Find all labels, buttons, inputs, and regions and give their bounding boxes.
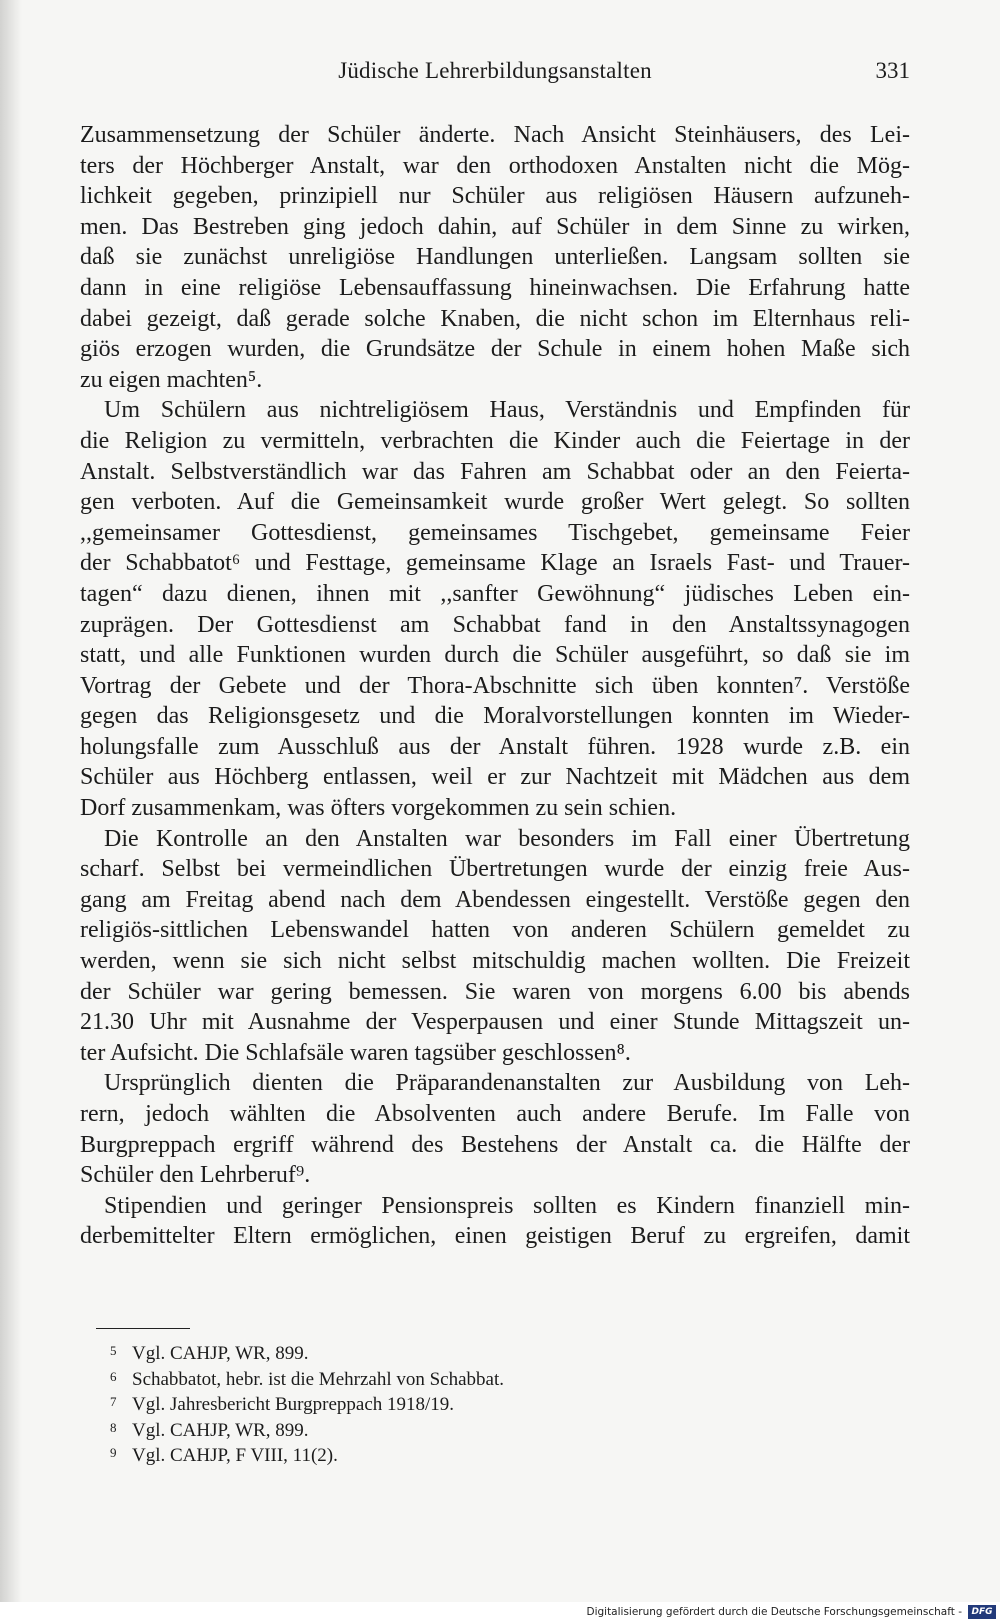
footnote-text: Vgl. CAHJP, WR, 899. (132, 1419, 309, 1441)
text-line: Schüler den Lehrberuf⁹. (80, 1162, 311, 1189)
page-number: 331 (875, 58, 910, 83)
text-line: derbemittelter Eltern ermöglichen, einen geistigen Beruf zu ergreifen, damit (80, 1223, 910, 1250)
page-edge-shadow (0, 0, 22, 1624)
text-line: dann in eine religiöse Lebensauffassung hineinwachsen. Die Erfahrung hatte (80, 274, 910, 301)
text-line: ters der Höchberger Anstalt, war den orthodoxen Anstalten nicht die Mög- (80, 152, 910, 179)
text-line: statt, und alle Funktionen wurden durch die Schüler ausgeführt, so daß sie im (80, 642, 910, 669)
footnote-number: 6 (110, 1368, 117, 1384)
text-line: tagen“ dazu dienen, ihnen mit ,,sanfter Gewöhnung“ jüdisches Leben ein- (80, 580, 910, 607)
footnote (110, 1338, 810, 1364)
text-line: Burgpreppach ergriff während des Bestehens der Anstalt ca. die Hälfte der (80, 1131, 910, 1158)
footnote-number: 7 (110, 1394, 117, 1410)
text-line: die Religion zu vermitteln, verbrachten die Kinder auch die Feiertage in der (80, 427, 910, 454)
text-line: daß sie zunächst unreligiöse Handlungen unterließen. Langsam sollten sie (80, 244, 910, 271)
footnotes (110, 1338, 810, 1466)
footnote-number: 9 (110, 1445, 117, 1461)
footnote (110, 1389, 810, 1415)
text-line: Zusammensetzung der Schüler änderte. Nach Ansicht Steinhäusers, des Lei- (80, 122, 910, 148)
footnote (110, 1415, 810, 1441)
text-line: der Schabbatot⁶ und Festtage, gemeinsame Klage an Israels Fast- und Trauer- (80, 550, 910, 577)
footnote (110, 1440, 810, 1466)
body-text (80, 120, 910, 1252)
text-line: Dorf zusammenkam, was öfters vorgekommen zu sein schien. (80, 795, 677, 822)
text-line: zu eigen machten⁵. (80, 366, 263, 393)
text-line: holungsfalle zum Ausschluß aus der Anstalt führen. 1928 wurde z.B. ein (80, 733, 910, 760)
text-line: Schüler aus Höchberg entlassen, weil er zur Nachtzeit mit Mädchen aus dem (80, 764, 910, 791)
text-line: ter Aufsicht. Die Schlafsäle waren tagsüber geschlossen⁸. (80, 1039, 631, 1066)
text-line: gang am Freitag abend nach dem Abendessen eingestellt. Verstöße gegen den (80, 886, 910, 913)
running-title: Jüdische Lehrerbildungsanstalten (338, 58, 652, 83)
text-line: dabei gezeigt, daß gerade solche Knaben, die nicht schon im Elternhaus reli- (80, 305, 910, 332)
text-line: gegen das Religionsgesetz und die Moralvorstellungen konnten im Wieder- (80, 703, 910, 730)
text-line: ,,gemeinsamer Gottesdienst, gemeinsames Tischgebet, gemeinsame Feier (80, 519, 910, 546)
footnote (110, 1364, 810, 1390)
text-line: gen verboten. Auf die Gemeinsamkeit wurde großer Wert gelegt. So sollten (80, 489, 910, 516)
text-line: giös erzogen wurden, die Grundsätze der Schule in einem hohen Maße sich (80, 336, 910, 363)
running-head (80, 58, 910, 98)
text-line: Stipendien und geringer Pensionspreis sollten es Kindern finanziell min- (104, 1192, 910, 1219)
text-line: zuprägen. Der Gottesdienst am Schabbat fand in den Anstaltssynagogen (80, 611, 910, 638)
text-line: Um Schülern aus nichtreligiösem Haus, Verständnis und Empfinden für (104, 397, 910, 424)
text-line: 21.30 Uhr mit Ausnahme der Vesperpausen und einer Stunde Mittagszeit un- (80, 1009, 910, 1036)
text-line: der Schüler war gering bemessen. Sie waren von morgens 6.00 bis abends (80, 978, 910, 1005)
dfg-logo: DFG (968, 1605, 996, 1619)
text-line: Anstalt. Selbstverständlich war das Fahren am Schabbat oder an den Feierta- (80, 458, 910, 485)
footnote-text: Schabbatot, hebr. ist die Mehrzahl von Schabbat. (132, 1368, 504, 1390)
text-line: Ursprünglich dienten die Präparandenanstalten zur Ausbildung von Leh- (104, 1070, 910, 1097)
funding-credit: Digitalisierung gefördert durch die Deutsche Forschungsgemeinschaft - (586, 1606, 962, 1618)
footnote-number: 5 (110, 1343, 117, 1358)
text-line: lichkeit gegeben, prinzipiell nur Schüler aus religiösen Häusern aufzuneh- (80, 183, 910, 210)
text-line: werden, wenn sie sich nicht selbst mitschuldig machen wollten. Die Freizeit (80, 948, 910, 975)
text-line: rern, jedoch wählten die Absolventen auch andere Berufe. Im Falle von (80, 1101, 910, 1127)
text-line: scharf. Selbst bei vermeindlichen Übertretungen wurde der einzig freie Aus- (80, 856, 910, 883)
footnote-rule (96, 1328, 190, 1329)
text-line: Die Kontrolle an den Anstalten war besonders im Fall einer Übertretung (104, 825, 910, 852)
footnote-text: Vgl. CAHJP, WR, 899. (132, 1343, 309, 1364)
digitization-footer (0, 1602, 1000, 1624)
text-line: men. Das Bestreben ging jedoch dahin, auf Schüler in dem Sinne zu wirken, (80, 213, 910, 240)
footnote-text: Vgl. CAHJP, F VIII, 11(2). (132, 1445, 338, 1467)
text-line: religiös-sittlichen Lebenswandel hatten von anderen Schülern gemeldet zu (80, 917, 910, 944)
footnote-text: Vgl. Jahresbericht Burgpreppach 1918/19. (132, 1394, 455, 1416)
footnote-number: 8 (110, 1419, 117, 1435)
text-line: Vortrag der Gebete und der Thora-Abschnitte sich üben konnten⁷. Verstöße (80, 672, 910, 699)
